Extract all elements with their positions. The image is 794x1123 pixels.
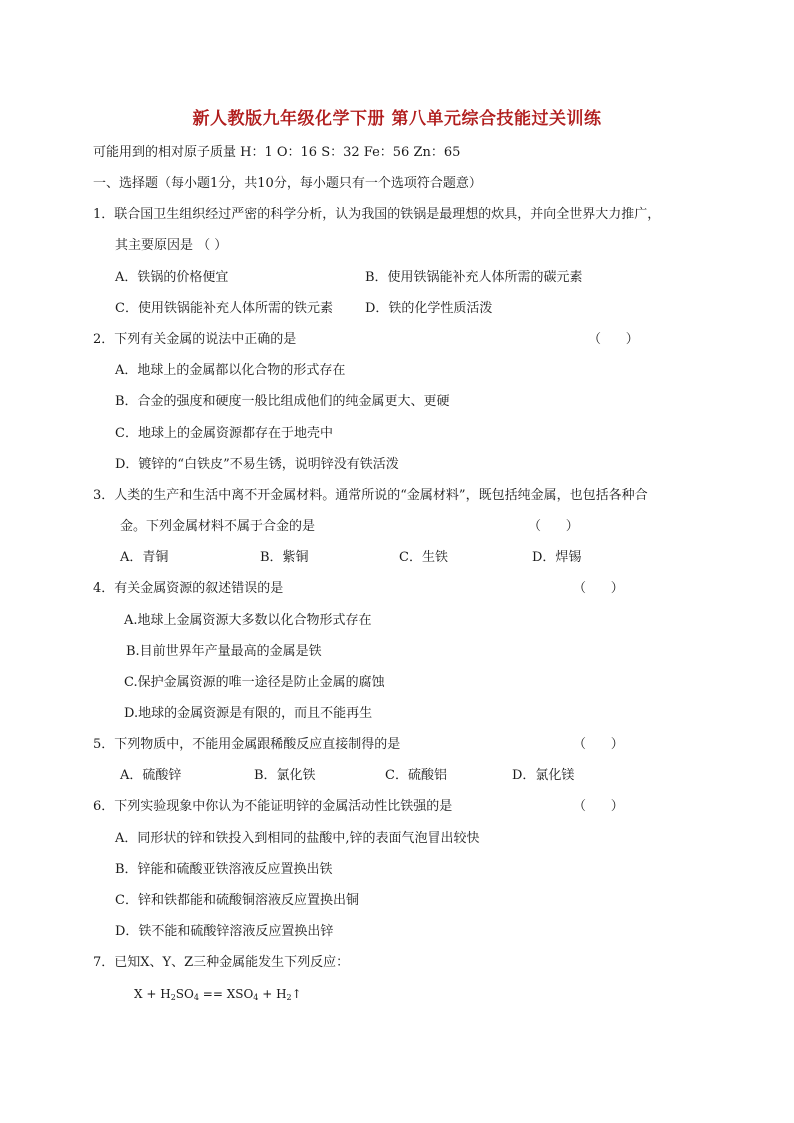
question-3-option-c: C．生铁: [399, 550, 448, 565]
equation-part: == XSO: [198, 987, 254, 1001]
equation-part: X + H: [134, 987, 171, 1001]
question-3-stem-line1: 3．人类的生产和生活中离不开金属材料。通常所说的“金属材料”，既包括纯金属，也包括各种合: [93, 488, 648, 503]
question-5-option-c: C．硫酸铝: [385, 768, 447, 783]
question-4-answer-paren: （ ）: [573, 581, 624, 596]
question-1-option-b: B．使用铁锅能补充人体所需的碳元素: [365, 270, 583, 285]
question-2-option-b: B．合金的强度和硬度一般比组成他们的纯金属更大、更硬: [115, 394, 450, 409]
question-5-option-b: B．氯化铁: [254, 768, 316, 783]
question-1-stem-line2: 其主要原因是 （ ）: [115, 238, 228, 253]
question-4-option-c: C.保护金属资源的唯一途径是防止金属的腐蚀: [124, 675, 385, 690]
section-heading: 一、选择题（每小题1分，共10分，每小题只有一个选项符合题意）: [93, 176, 482, 191]
question-4-option-a: A.地球上金属资源大多数以化合物形式存在: [124, 613, 372, 628]
question-2-option-d: D．镀锌的“白铁皮”不易生锈，说明锌没有铁活泼: [115, 457, 399, 472]
question-1-option-c: C．使用铁锅能补充人体所需的铁元素: [115, 301, 333, 316]
question-3-option-b: B．紫铜: [260, 550, 309, 565]
document-title: 新人教版九年级化学下册 第八单元综合技能过关训练: [192, 109, 602, 129]
question-6-option-b: B．锌能和硫酸亚铁溶液反应置换出铁: [115, 862, 333, 877]
equation-subscript: 2: [286, 993, 292, 1002]
question-6-option-d: D．铁不能和硫酸锌溶液反应置换出锌: [115, 924, 334, 939]
equation-subscript: 4: [253, 993, 259, 1002]
question-4-stem: 4．有关金属资源的叙述错误的是: [93, 581, 284, 596]
question-5-option-a: A．硫酸锌: [120, 768, 182, 783]
question-5-answer-paren: （ ）: [573, 737, 624, 752]
question-3-answer-paren: （ ）: [528, 519, 579, 534]
atomic-mass-line: 可能用到的相对原子质量 H：1 O：16 S：32 Fe：56 Zn：65: [93, 145, 461, 160]
question-5-stem: 5．下列物质中，不能用金属跟稀酸反应直接制得的是: [93, 737, 401, 752]
question-3-stem-line2: 金。下列金属材料不属于合金的是: [120, 519, 316, 534]
question-1-option-a: A．铁锅的价格便宜: [115, 270, 229, 285]
equation-subscript: 2: [170, 993, 176, 1002]
question-4-option-d: D.地球的金属资源是有限的，而且不能再生: [124, 706, 373, 721]
question-3-options: [120, 549, 620, 567]
equation-arrow: ↑: [291, 987, 302, 1001]
question-7-equation: [134, 985, 302, 1007]
question-2-option-a: A．地球上的金属都以化合物的形式存在: [115, 363, 346, 378]
question-5-options: [120, 767, 620, 785]
question-6-answer-paren: （ ）: [573, 799, 624, 814]
question-6-option-c: C．锌和铁都能和硫酸铜溶液反应置换出铜: [115, 893, 359, 908]
equation-part: SO: [175, 987, 194, 1001]
question-2-option-c: C．地球上的金属资源都存在于地壳中: [115, 426, 333, 441]
equation-subscript: 4: [193, 993, 199, 1002]
question-6-option-a: A．同形状的锌和铁投入到相同的盐酸中,锌的表面气泡冒出较快: [115, 831, 480, 846]
question-4-option-b: B.目前世界年产量最高的金属是铁: [126, 644, 322, 659]
question-6-stem: 6．下列实验现象中你认为不能证明锌的金属活动性比铁强的是: [93, 799, 453, 814]
equation-part: + H: [258, 987, 287, 1001]
question-1-option-d: D．铁的化学性质活泼: [365, 301, 493, 316]
question-3-option-d: D．焊锡: [532, 550, 582, 565]
question-2-answer-paren: （ ）: [588, 332, 639, 347]
question-5-option-d: D．氯化镁: [512, 768, 575, 783]
question-2-stem: 2．下列有关金属的说法中正确的是: [93, 332, 297, 347]
question-1-stem-line1: 1．联合国卫生组织经过严密的科学分析，认为我国的铁锅是最理想的炊具，并向全世界大力推广，: [93, 207, 661, 222]
question-3-option-a: A．青铜: [120, 550, 169, 565]
question-7-stem: 7．已知X、Y、Z三种金属能发生下列反应：: [93, 955, 350, 970]
